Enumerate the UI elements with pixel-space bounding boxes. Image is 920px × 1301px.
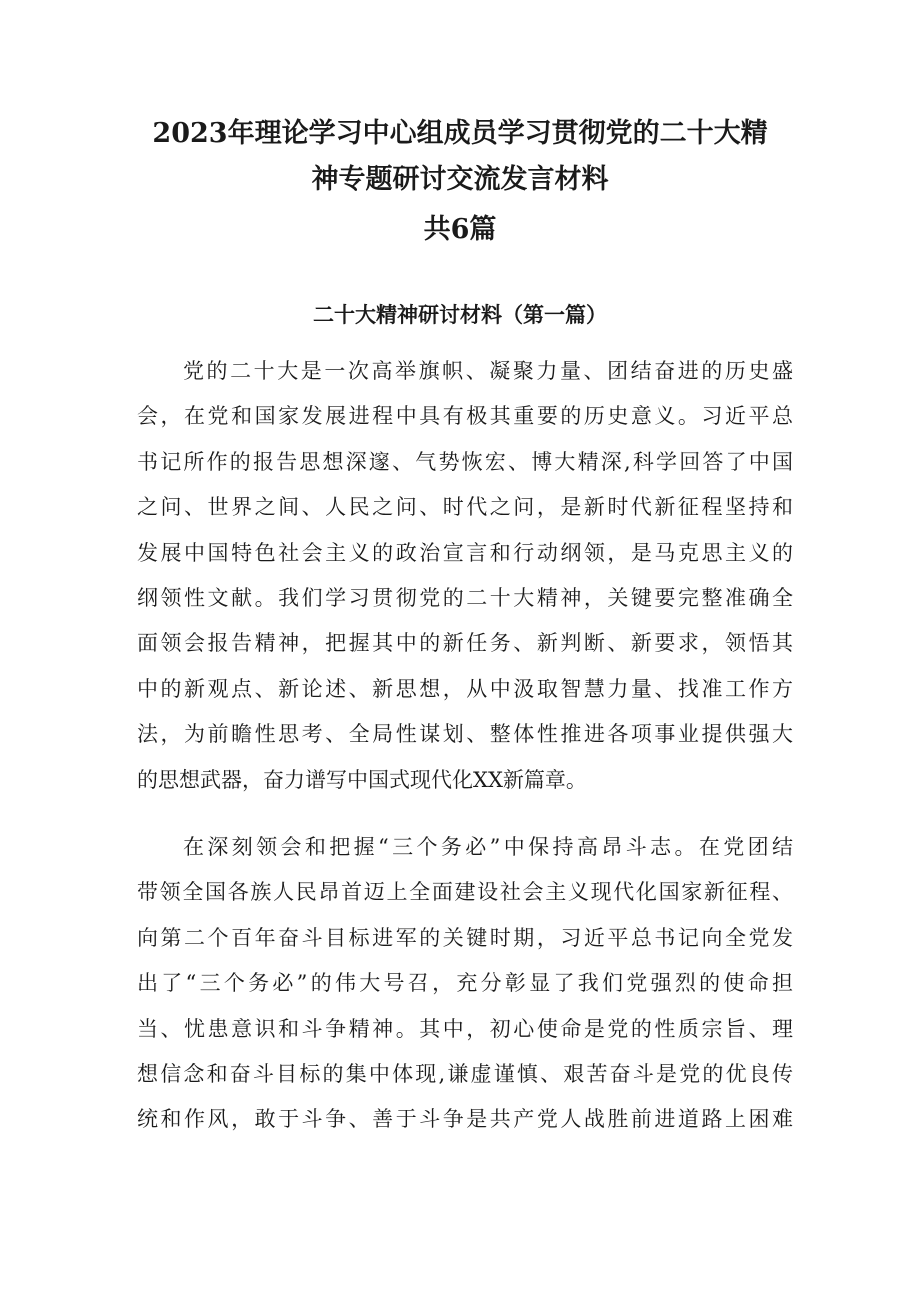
paragraph-2 — [137, 825, 793, 1143]
text-line: 法，为前瞻性思考、全局性谋划、整体性推进各项事业提供强大 — [137, 722, 793, 747]
text-line: 当、忧患意识和斗争精神。其中，初心使命是党的性质宗旨、理 — [137, 1016, 793, 1041]
text-line: 向第二个百年奋斗目标进军的关键时期，习近平总书记向全党发 — [137, 925, 793, 950]
text-line: 出了“三个务必”的伟大号召，充分彰显了我们党强烈的使命担 — [137, 971, 793, 996]
text-line: 面领会报告精神，把握其中的新任务、新判断、新要求，领悟其 — [137, 631, 793, 656]
document-title-line-3: 共6篇 — [423, 214, 497, 245]
text-line: 书记所作的报告思想深邃、气势恢宏、博大精深,科学回答了中国 — [137, 449, 793, 474]
text-line: 党的二十大是一次高举旗帜、凝聚力量、团结奋进的历史盛 — [183, 359, 793, 383]
text-line: 之问、世界之间、人民之问、时代之问，是新时代新征程坚持和 — [137, 495, 793, 520]
text-line: 在深刻领会和把握“三个务必”中保持高昂斗志。在党团结 — [183, 835, 793, 859]
document-title-line-1: 2023年理论学习中心组成员学习贯彻党的二十大精 — [152, 118, 768, 149]
text-line: 会，在党和国家发展进程中具有极其重要的历史意义。习近平总 — [137, 404, 793, 429]
document-title-line-2: 神专题研讨交流发言材料 — [311, 164, 609, 195]
text-line: 带领全国各族人民昂首迈上全面建设社会主义现代化国家新征程、 — [137, 880, 793, 905]
section-heading: 二十大精神研讨材料（第一篇） — [313, 303, 607, 327]
text-line: 想信念和奋斗目标的集中体现,谦虚谨慎、艰苦奋斗是党的优良传 — [137, 1061, 793, 1086]
paragraph-1 — [137, 349, 793, 803]
text-line: 发展中国特色社会主义的政治宣言和行动纲领，是马克思主义的 — [137, 540, 793, 565]
text-line: 中的新观点、新论述、新思想，从中汲取智慧力量、找准工作方 — [137, 676, 793, 701]
text-line: 的思想武器，奋力谱写中国式现代化XX新篇章。 — [137, 767, 587, 792]
text-line: 纲领性文献。我们学习贯彻党的二十大精神，关键要完整准确全 — [137, 585, 793, 610]
text-line: 统和作风，敢于斗争、善于斗争是共产党人战胜前进道路上困难 — [137, 1107, 793, 1132]
